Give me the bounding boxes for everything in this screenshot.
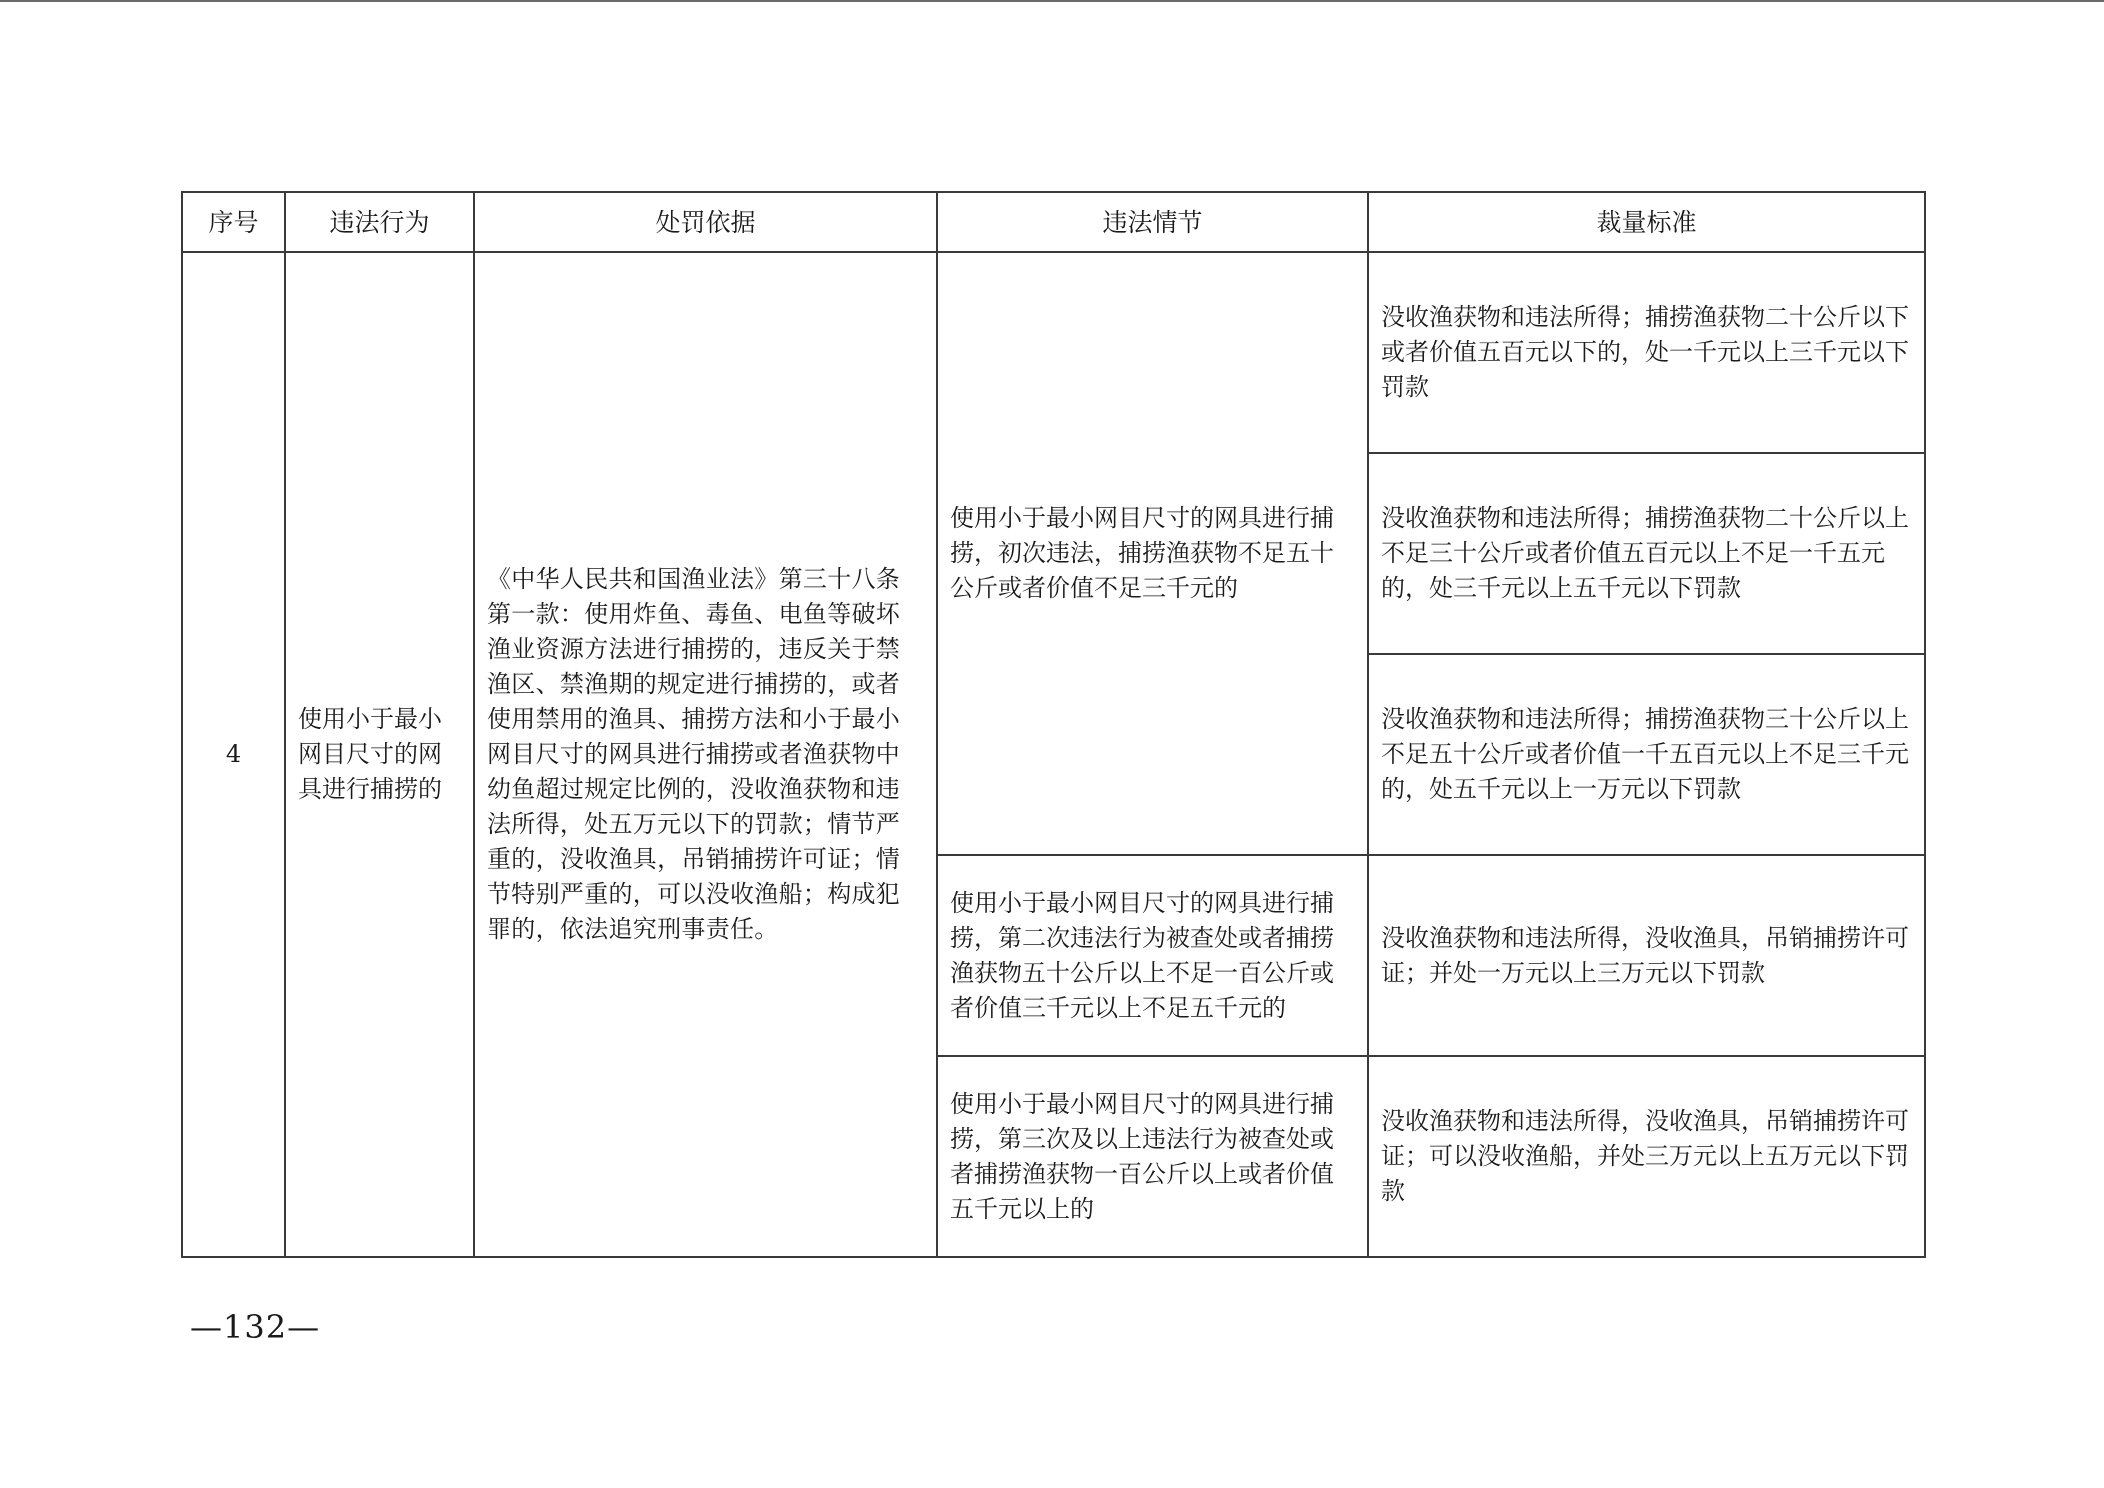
header-violation: 违法行为 bbox=[285, 192, 474, 252]
header-standard: 裁量标准 bbox=[1368, 192, 1925, 252]
top-border-line bbox=[0, 0, 2104, 2]
circumstance-1: 使用小于最小网目尺寸的网具进行捕捞，初次违法，捕捞渔获物不足五十公斤或者价值不足三千元的 bbox=[937, 252, 1368, 855]
standard-5: 没收渔获物和违法所得，没收渔具，吊销捕捞许可证；可以没收渔船，并处三万元以上五万元以下罚款 bbox=[1368, 1056, 1925, 1257]
row-basis: 《中华人民共和国渔业法》第三十八条第一款：使用炸鱼、毒鱼、电鱼等破坏渔业资源方法进行捕捞的，违反关于禁渔区、禁渔期的规定进行捕捞的，或者使用禁用的渔具、捕捞方法和小于最小网目尺寸的网具进行捕捞或者渔获物中幼鱼超过规定比例的，没收渔获物和违法所得，处五万元以下的罚款；情节严重的，没收渔具，吊销捕捞许可证；情节特别严重的，可以没收渔船；构成犯罪的，依法追究刑事责任。 bbox=[474, 252, 937, 1257]
standard-4: 没收渔获物和违法所得，没收渔具，吊销捕捞许可证；并处一万元以上三万元以下罚款 bbox=[1368, 855, 1925, 1056]
row-seq: 4 bbox=[182, 252, 285, 1257]
circumstance-2: 使用小于最小网目尺寸的网具进行捕捞，第二次违法行为被查处或者捕捞渔获物五十公斤以上不足一百公斤或者价值三千元以上不足五千元的 bbox=[937, 855, 1368, 1056]
header-basis: 处罚依据 bbox=[474, 192, 937, 252]
standard-1: 没收渔获物和违法所得；捕捞渔获物二十公斤以下或者价值五百元以下的，处一千元以上三千元以下罚款 bbox=[1368, 252, 1925, 453]
circumstance-3: 使用小于最小网目尺寸的网具进行捕捞，第三次及以上违法行为被查处或者捕捞渔获物一百公斤以上或者价值五千元以上的 bbox=[937, 1056, 1368, 1257]
row-violation: 使用小于最小网目尺寸的网具进行捕捞的 bbox=[285, 252, 474, 1257]
standard-2: 没收渔获物和违法所得；捕捞渔获物二十公斤以上不足三十公斤或者价值五百元以上不足一千五元的，处三千元以上五千元以下罚款 bbox=[1368, 453, 1925, 654]
header-seq: 序号 bbox=[182, 192, 285, 252]
table-header-row bbox=[182, 192, 1925, 252]
page-number: —132— bbox=[190, 1308, 321, 1346]
penalty-discretion-table bbox=[181, 191, 1926, 1258]
table-row bbox=[182, 252, 1925, 453]
standard-3: 没收渔获物和违法所得；捕捞渔获物三十公斤以上不足五十公斤或者价值一千五百元以上不足三千元的，处五千元以上一万元以下罚款 bbox=[1368, 654, 1925, 855]
header-circumstance: 违法情节 bbox=[937, 192, 1368, 252]
